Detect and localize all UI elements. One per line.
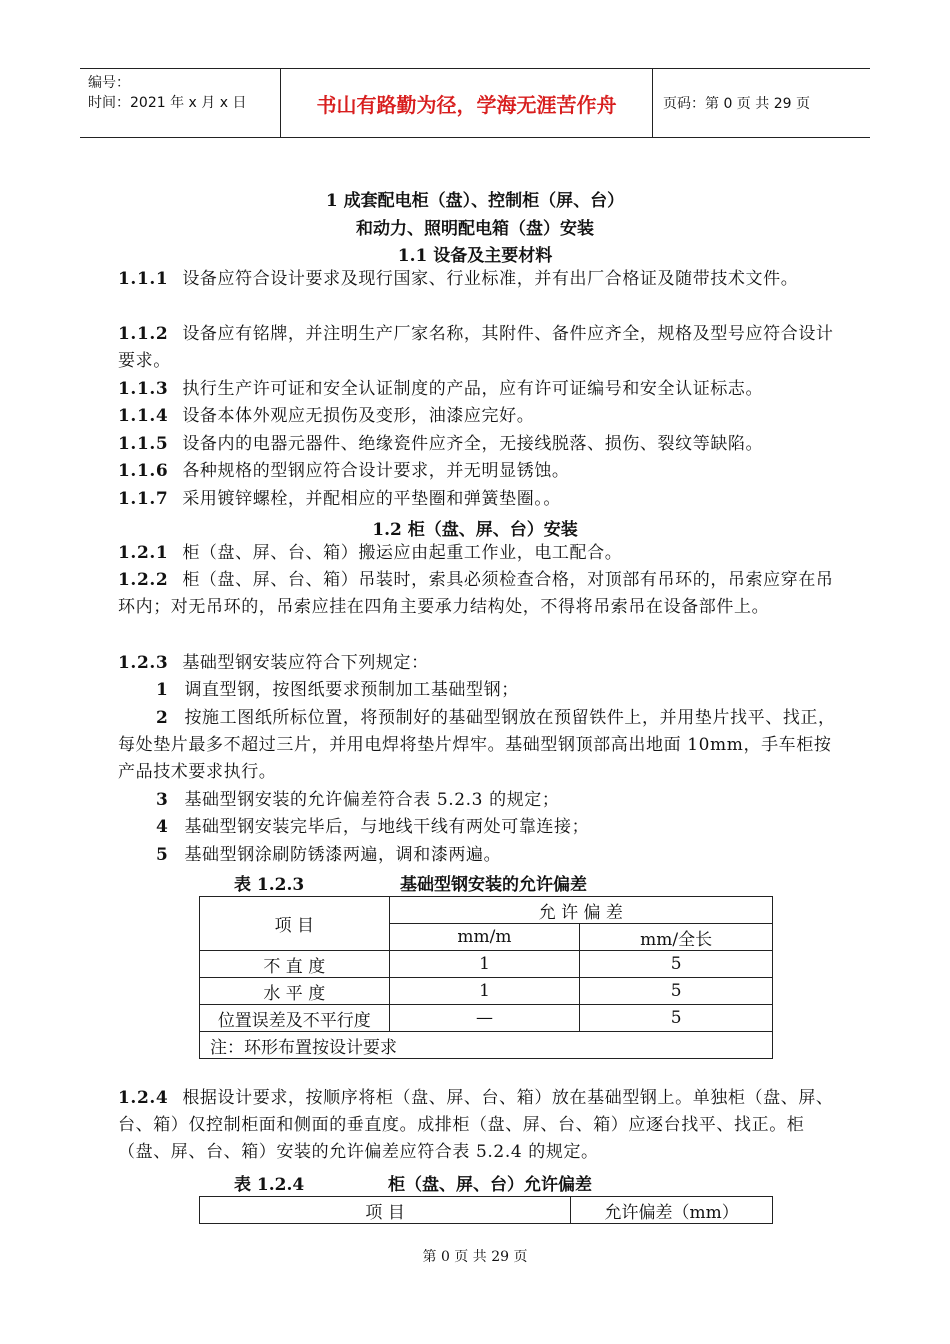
clause-1-2-4 bbox=[118, 1085, 836, 1166]
clause-1-1-3 bbox=[118, 376, 836, 403]
row-value-b: 5 bbox=[580, 951, 773, 978]
item-text: 按施工图纸所标位置，将预制好的基础型钢放在预留铁件上，并用垫片找平、找正，每处垫片最多不超过三片，并用电焊将垫片焊牢。基础型钢顶部高出地面 10mm，手车柜按产品技术要求执行。 bbox=[118, 708, 836, 782]
row-value-b: 5 bbox=[580, 978, 773, 1005]
clause-number: 1.1.4 bbox=[118, 406, 169, 426]
section-heading-1-2: 1.2 柜（盘、屏、台）安装 bbox=[372, 520, 578, 540]
doc-number-label: 编号： bbox=[88, 75, 130, 91]
row-name: 位置误差及不平行度 bbox=[200, 1005, 390, 1032]
table-row bbox=[200, 951, 773, 978]
clause-1-1-7 bbox=[118, 486, 836, 513]
clause-1-2-3 bbox=[118, 650, 836, 677]
row-name: 水 平 度 bbox=[200, 978, 390, 1005]
clause-number: 1.1.7 bbox=[118, 489, 169, 509]
clause-number: 1.1.6 bbox=[118, 461, 169, 481]
clause-1-2-1 bbox=[118, 540, 836, 567]
item-number: 4 bbox=[156, 817, 169, 837]
deviation-table-1 bbox=[199, 896, 773, 1059]
chapter-title-line1: 1 成套配电柜（盘）、控制柜（屏、台） bbox=[325, 191, 625, 211]
row-value-a: — bbox=[389, 1005, 580, 1032]
table-subheader-full-length: mm/全长 bbox=[580, 924, 773, 951]
clause-text: 执行生产许可证和安全认证制度的产品，应有许可证编号和安全认证标志。 bbox=[182, 379, 764, 399]
clause-text: 设备应符合设计要求及现行国家、行业标准，并有出厂合格证及随带技术文件。 bbox=[182, 269, 799, 289]
clause-text: 柜（盘、屏、台、箱）搬运应由起重工作业，电工配合。 bbox=[182, 543, 623, 563]
list-item-1 bbox=[118, 677, 836, 704]
table-row bbox=[200, 978, 773, 1005]
row-value-b: 5 bbox=[580, 1005, 773, 1032]
clause-text: 采用镀锌螺栓，并配相应的平垫圈和弹簧垫圈。。 bbox=[182, 489, 562, 509]
clause-number: 1.2.1 bbox=[118, 543, 169, 563]
row-value-a: 1 bbox=[389, 978, 580, 1005]
page-header bbox=[80, 68, 870, 138]
table-header-deviation: 允 许 偏 差 bbox=[389, 897, 772, 924]
header-meta bbox=[80, 69, 281, 137]
header-motto: 书山有路勤为径，学海无涯苦作舟 bbox=[281, 69, 653, 137]
clause-number: 1.1.2 bbox=[118, 324, 169, 344]
clause-number: 1.2.4 bbox=[118, 1088, 169, 1108]
item-number: 3 bbox=[156, 790, 169, 810]
list-item-4 bbox=[118, 814, 836, 841]
item-text: 调直型钢，按图纸要求预制加工基础型钢； bbox=[184, 680, 519, 700]
clause-number: 1.2.3 bbox=[118, 653, 169, 673]
section-heading-1-1: 1.1 设备及主要材料 bbox=[397, 246, 553, 266]
clause-1-1-1 bbox=[118, 266, 836, 293]
clause-text: 基础型钢安装应符合下列规定： bbox=[182, 653, 429, 673]
page-footer: 第 0 页 共 29 页 bbox=[422, 1249, 528, 1265]
clause-1-1-4 bbox=[118, 403, 836, 430]
table-header-item: 项 目 bbox=[200, 1197, 571, 1224]
clause-number: 1.1.5 bbox=[118, 434, 169, 454]
clause-1-2-2 bbox=[118, 567, 836, 621]
clause-text: 柜（盘、屏、台、箱）吊装时，索具必须检查合格，对顶部有吊环的，吊索应穿在吊环内；对无吊环的，吊索应挂在四角主要承力结构处，不得将吊索吊在设备部件上。 bbox=[118, 570, 834, 617]
clause-text: 各种规格的型钢应符合设计要求，并无明显锈蚀。 bbox=[182, 461, 570, 481]
item-text: 基础型钢安装的允许偏差符合表 5.2.3 的规定； bbox=[184, 790, 560, 810]
clause-text: 根据设计要求，按顺序将柜（盘、屏、台、箱）放在基础型钢上。单独柜（盘、屏、台、箱）仅控制柜面和侧面的垂直度。成排柜（盘、屏、台、箱）应逐台找平、找正。柜（盘、屏、台、箱）安装的允许偏差应符合表 5.2.4 的规定。 bbox=[118, 1088, 834, 1162]
clause-text: 设备本体外观应无损伤及变形，油漆应完好。 bbox=[182, 406, 535, 426]
table-number: 表 1.2.4 bbox=[234, 1175, 305, 1195]
deviation-table-2 bbox=[199, 1196, 773, 1224]
table-header-item: 项 目 bbox=[200, 897, 390, 951]
row-value-a: 1 bbox=[389, 951, 580, 978]
list-item-2 bbox=[118, 705, 836, 786]
clause-1-1-5 bbox=[118, 431, 836, 458]
list-item-3 bbox=[118, 787, 836, 814]
item-text: 基础型钢涂刷防锈漆两遍，调和漆两遍。 bbox=[184, 845, 502, 865]
table-subheader-per-m: mm/m bbox=[389, 924, 580, 951]
item-text: 基础型钢安装完毕后，与地线干线有两处可靠连接； bbox=[184, 817, 590, 837]
table-number: 表 1.2.3 bbox=[234, 875, 305, 895]
list-item-5 bbox=[118, 842, 836, 869]
item-number: 2 bbox=[156, 708, 169, 728]
clause-1-1-6 bbox=[118, 458, 836, 485]
table-header-deviation: 允许偏差（mm） bbox=[571, 1197, 773, 1224]
clause-number: 1.1.3 bbox=[118, 379, 169, 399]
chapter-title-line2: 和动力、照明配电箱（盘）安装 bbox=[356, 219, 594, 239]
table-title: 基础型钢安装的允许偏差 bbox=[400, 875, 587, 895]
item-number: 5 bbox=[156, 845, 169, 865]
row-name: 不 直 度 bbox=[200, 951, 390, 978]
clause-number: 1.1.1 bbox=[118, 269, 169, 289]
doc-time: 时间：2021 年 x 月 x 日 bbox=[88, 95, 247, 111]
table-note: 注：环形布置按设计要求 bbox=[200, 1032, 773, 1059]
table-title: 柜（盘、屏、台）允许偏差 bbox=[388, 1175, 592, 1195]
clause-text: 设备应有铭牌，并注明生产厂家名称，其附件、备件应齐全，规格及型号应符合设计要求。 bbox=[118, 324, 834, 371]
table-row bbox=[200, 1005, 773, 1032]
header-page-info: 页码：第 0 页 共 29 页 bbox=[663, 96, 810, 112]
clause-text: 设备内的电器元器件、绝缘瓷件应齐全，无接线脱落、损伤、裂纹等缺陷。 bbox=[182, 434, 764, 454]
item-number: 1 bbox=[156, 680, 169, 700]
clause-number: 1.2.2 bbox=[118, 570, 169, 590]
clause-1-1-2 bbox=[118, 321, 836, 375]
